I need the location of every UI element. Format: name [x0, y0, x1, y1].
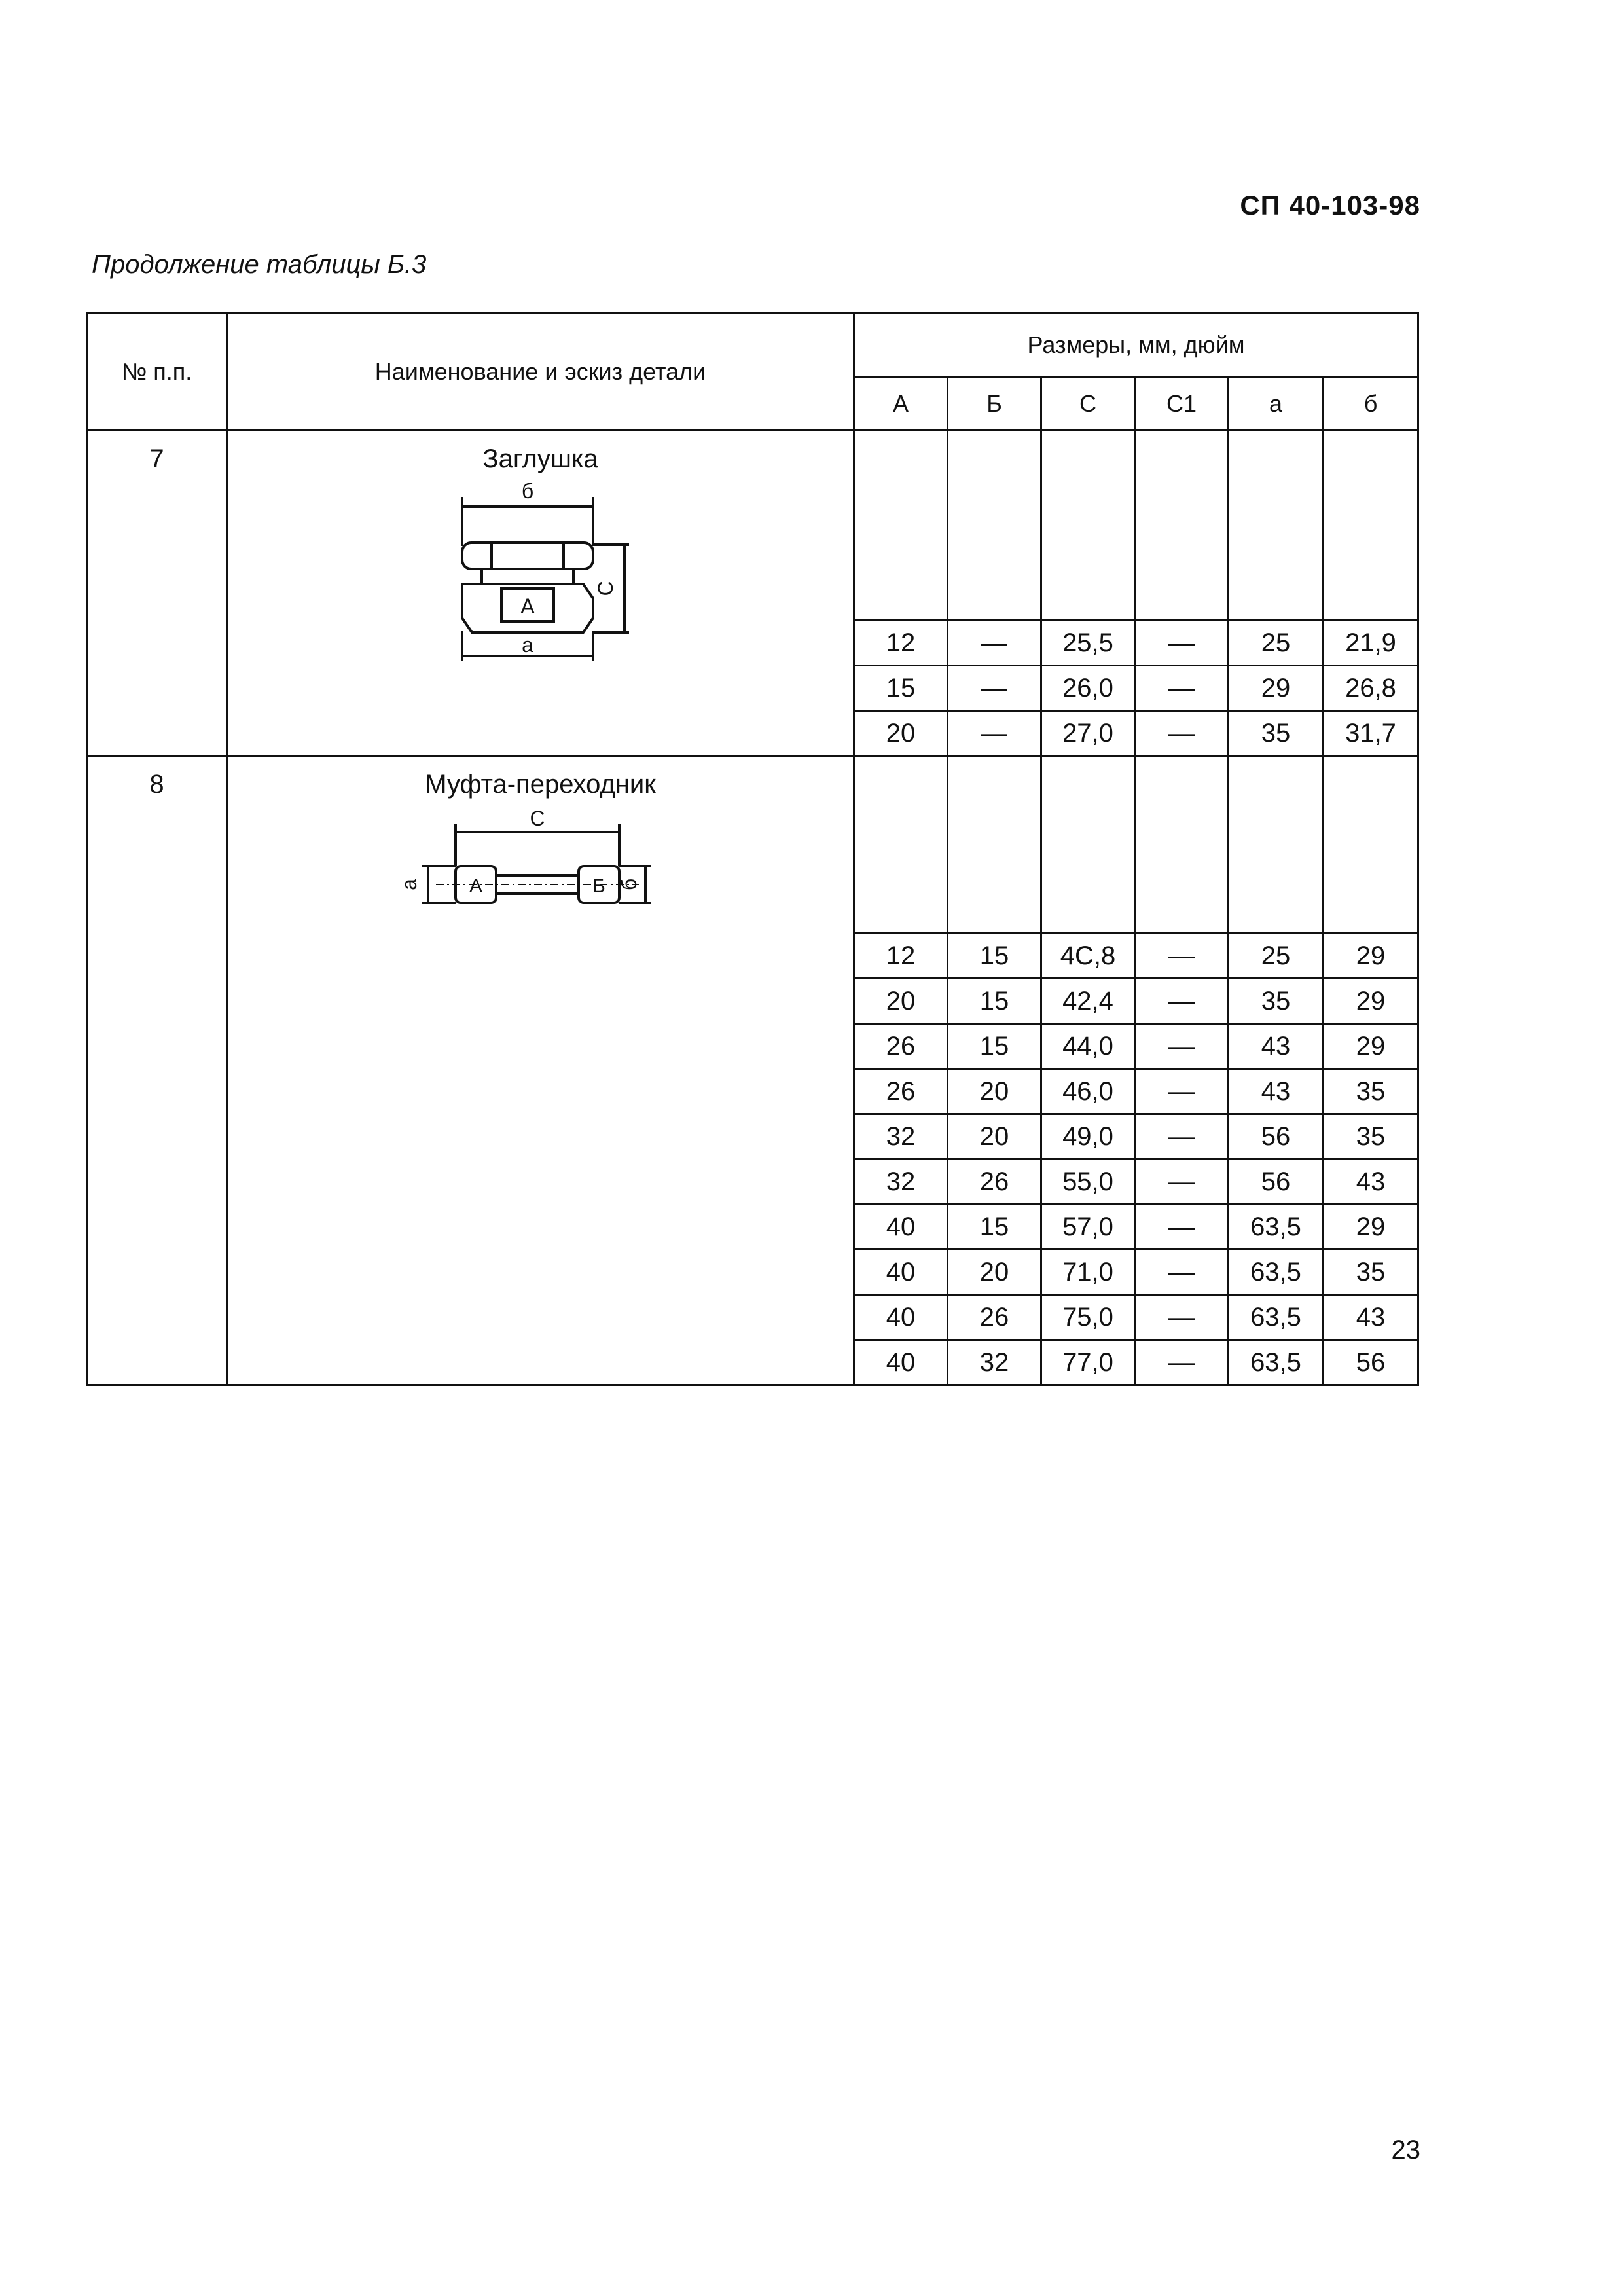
table-cell: 56: [1229, 1159, 1324, 1205]
item-number: 8: [149, 770, 164, 799]
table-cell: 31,7: [1324, 711, 1418, 756]
adapter-coupling-sketch: [397, 806, 678, 937]
table-cell: 15: [948, 1024, 1041, 1069]
table-cell: 25: [1229, 934, 1324, 979]
sketch-label-bottom: а: [521, 633, 533, 657]
table-cell: —: [1135, 1069, 1229, 1114]
table-cell: 15: [948, 979, 1041, 1024]
sketch-label-right-side: б: [617, 878, 641, 891]
table-cell: 29: [1229, 666, 1324, 711]
table-cell: 20: [948, 1250, 1041, 1295]
table-cell: 25: [1229, 621, 1324, 666]
sketch-label-center: А: [520, 594, 535, 618]
table-cell: 63,5: [1229, 1340, 1324, 1385]
blank-cell: [948, 756, 1041, 934]
table-cell: 12: [854, 934, 948, 979]
header-col-C1: С1: [1135, 377, 1229, 431]
table-cell: —: [1135, 1114, 1229, 1159]
table-cell: 29: [1324, 979, 1418, 1024]
table-cell: 57,0: [1041, 1205, 1135, 1250]
table-cell: 56: [1324, 1340, 1418, 1385]
page-number: 23: [1391, 2136, 1420, 2164]
table-cell: 26: [854, 1069, 948, 1114]
header-col-B: Б: [948, 377, 1041, 431]
table-cell: —: [1135, 934, 1229, 979]
table-cell: 32: [948, 1340, 1041, 1385]
table-cell: 26: [854, 1024, 948, 1069]
blank-cell: [1324, 756, 1418, 934]
table-cell: 26: [948, 1295, 1041, 1340]
table-cell: 29: [1324, 1205, 1418, 1250]
table-cell: —: [1135, 711, 1229, 756]
table-cell: 46,0: [1041, 1069, 1135, 1114]
table-cell: 35: [1324, 1114, 1418, 1159]
table-cell: —: [1135, 979, 1229, 1024]
table-cell: 20: [854, 711, 948, 756]
table-cell: 75,0: [1041, 1295, 1135, 1340]
blank-cell: [1324, 431, 1418, 621]
table-cell: 12: [854, 621, 948, 666]
part-name: Заглушка: [482, 445, 598, 473]
item-description-cell: [227, 756, 854, 1385]
table-cell: —: [1135, 621, 1229, 666]
sketch-label-top: С: [529, 807, 545, 830]
header-col-b: б: [1324, 377, 1418, 431]
table-cell: —: [948, 666, 1041, 711]
blank-cell: [1041, 431, 1135, 621]
table-cell: 21,9: [1324, 621, 1418, 666]
table-cell: 77,0: [1041, 1340, 1135, 1385]
table-cell: 32: [854, 1159, 948, 1205]
table-cell: —: [1135, 1295, 1229, 1340]
table-cell: 40: [854, 1340, 948, 1385]
table-cell: 15: [948, 934, 1041, 979]
table-cell: 15: [948, 1205, 1041, 1250]
table-cell: 40: [854, 1295, 948, 1340]
table-cell: 29: [1324, 1024, 1418, 1069]
table-cell: 44,0: [1041, 1024, 1135, 1069]
table-caption: Продолжение таблицы Б.3: [92, 250, 427, 279]
table-cell: 27,0: [1041, 711, 1135, 756]
header-col-A: А: [854, 377, 948, 431]
blank-cell: [854, 756, 948, 934]
table-cell: —: [1135, 1250, 1229, 1295]
table-cell: 42,4: [1041, 979, 1135, 1024]
table-cell: 35: [1229, 711, 1324, 756]
table-cell: 20: [948, 1114, 1041, 1159]
dimensions-table: [86, 312, 1419, 1386]
table-cell: 15: [854, 666, 948, 711]
table-cell: 43: [1229, 1024, 1324, 1069]
table-cell: 43: [1324, 1159, 1418, 1205]
header-item-number: № п.п.: [87, 314, 227, 431]
item-number-cell: [87, 756, 227, 1385]
table-cell: 26: [948, 1159, 1041, 1205]
blank-cell: [948, 431, 1041, 621]
table-cell: 49,0: [1041, 1114, 1135, 1159]
table-cell: 40: [854, 1205, 948, 1250]
table-cell: 63,5: [1229, 1250, 1324, 1295]
table-cell: 56: [1229, 1114, 1324, 1159]
sketch-label-side: С: [593, 581, 617, 596]
blank-cell: [1229, 431, 1324, 621]
table-cell: —: [1135, 1340, 1229, 1385]
sketch-label-right-box: Б: [592, 875, 605, 897]
document-code: СП 40-103-98: [1240, 190, 1420, 221]
part-name: Муфта-переходник: [425, 770, 656, 799]
table-cell: 32: [854, 1114, 948, 1159]
table-cell: 35: [1324, 1250, 1418, 1295]
table-cell: 25,5: [1041, 621, 1135, 666]
blank-cell: [1135, 756, 1229, 934]
blank-cell: [1229, 756, 1324, 934]
table-cell: 35: [1229, 979, 1324, 1024]
table-cell: 63,5: [1229, 1295, 1324, 1340]
table-cell: 35: [1324, 1069, 1418, 1114]
table-cell: —: [948, 621, 1041, 666]
sketch-label-left-side: а: [397, 879, 421, 890]
table-cell: 43: [1229, 1069, 1324, 1114]
table-cell: 20: [854, 979, 948, 1024]
sketch-label-top: б: [521, 479, 533, 503]
table-cell: 71,0: [1041, 1250, 1135, 1295]
sketch-label-left-box: А: [469, 875, 482, 897]
table-cell: 43: [1324, 1295, 1418, 1340]
table-cell: 40: [854, 1250, 948, 1295]
table-cell: 29: [1324, 934, 1418, 979]
blank-cell: [1135, 431, 1229, 621]
table-cell: —: [948, 711, 1041, 756]
table-cell: 4С,8: [1041, 934, 1135, 979]
table-cell: 63,5: [1229, 1205, 1324, 1250]
table-cell: 55,0: [1041, 1159, 1135, 1205]
table-cell: —: [1135, 1205, 1229, 1250]
plug-sketch: [436, 481, 645, 664]
table-cell: —: [1135, 666, 1229, 711]
item-number-cell: [87, 431, 227, 756]
item-description-cell: [227, 431, 854, 756]
header-sizes: Размеры, мм, дюйм: [854, 314, 1418, 377]
table-cell: 26,0: [1041, 666, 1135, 711]
blank-cell: [854, 431, 948, 621]
table-cell: 26,8: [1324, 666, 1418, 711]
blank-cell: [1041, 756, 1135, 934]
table-cell: —: [1135, 1024, 1229, 1069]
table-cell: 20: [948, 1069, 1041, 1114]
header-col-C: С: [1041, 377, 1135, 431]
header-col-a: а: [1229, 377, 1324, 431]
header-part-name: Наименование и эскиз детали: [227, 314, 854, 431]
table-cell: —: [1135, 1159, 1229, 1205]
item-number: 7: [149, 445, 164, 473]
